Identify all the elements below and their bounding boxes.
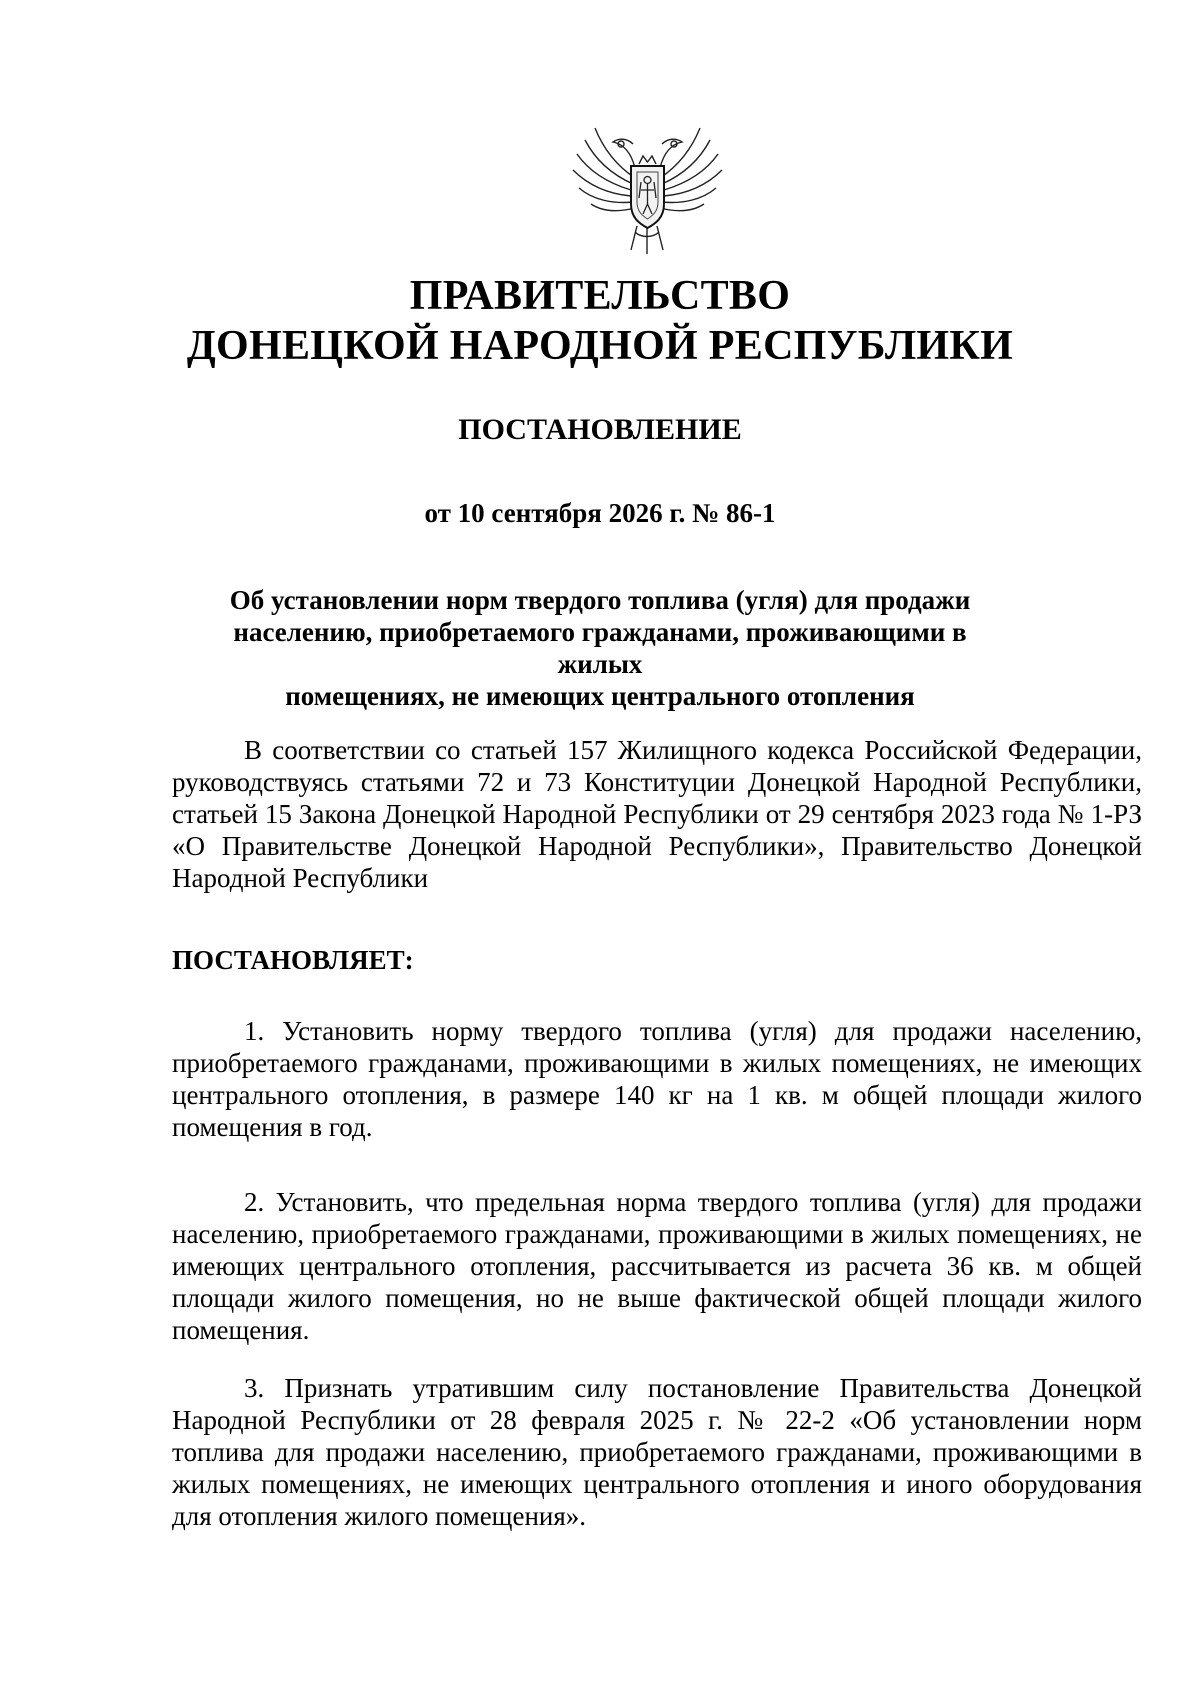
subject-line-1: Об установлении норм твердого топлива (угля) для продажи [229, 585, 971, 615]
subject-line-3: помещениях, не имеющих центрального отопления [285, 681, 915, 711]
government-title-line-2: ДОНЕЦКОЙ НАРОДНОЙ РЕСПУБЛИКИ [186, 323, 1014, 369]
government-title-line-1: ПРАВИТЕЛЬСТВО [409, 273, 791, 319]
subject-line-2: населению, приобретаемого гражданами, проживающими в жилых [233, 617, 967, 679]
preamble-paragraph: В соответствии со статьей 157 Жилищного кодекса Российской Федерации, руководствуясь статьями 72 и 73 Конституции Донецкой Народной Республики, статьей 15 Закона Донецкой Народной Республики от 29 сентября 2023 года № 1-РЗ «О Правительстве Донецкой Народной Республики», Правительство Донецкой Народной Республики [172, 735, 1142, 893]
clause-3: 3. Признать утратившим силу постановление Правительства Донецкой Народной Республики от 28 февраля 2025 г. № 22-2 «Об установлении норм топлива для продажи населению, приобретаемого гражданами, проживающими в жилых помещениях, не имеющих центрального отопления и иного оборудования для отопления жилого помещения». [172, 1373, 1142, 1531]
document-subject [200, 584, 1000, 712]
clause-2: 2. Установить, что предельная норма твердого топлива (угля) для продажи населению, приобретаемого гражданами, проживающими в жилых помещениях, не имеющих центрального отопления, рассчитывается из расчета 36 кв. м общей площади жилого помещения, но не выше фактической общей площади жилого помещения. [172, 1187, 1142, 1345]
document-date-number: от 10 сентября 2026 г. № 86-1 [424, 498, 776, 528]
clause-1: 1. Установить норму твердого топлива (угля) для продажи населению, приобретаемого гражданами, проживающими в жилых помещениях, не имеющих центрального отопления, в размере 140 кг на 1 кв. м общей площади жилого помещения в год. [172, 1016, 1142, 1142]
coat-of-arms-icon [565, 108, 730, 258]
document-type: ПОСТАНОВЛЕНИЕ [458, 413, 742, 446]
decree-heading: ПОСТАНОВЛЯЕТ: [172, 945, 414, 975]
